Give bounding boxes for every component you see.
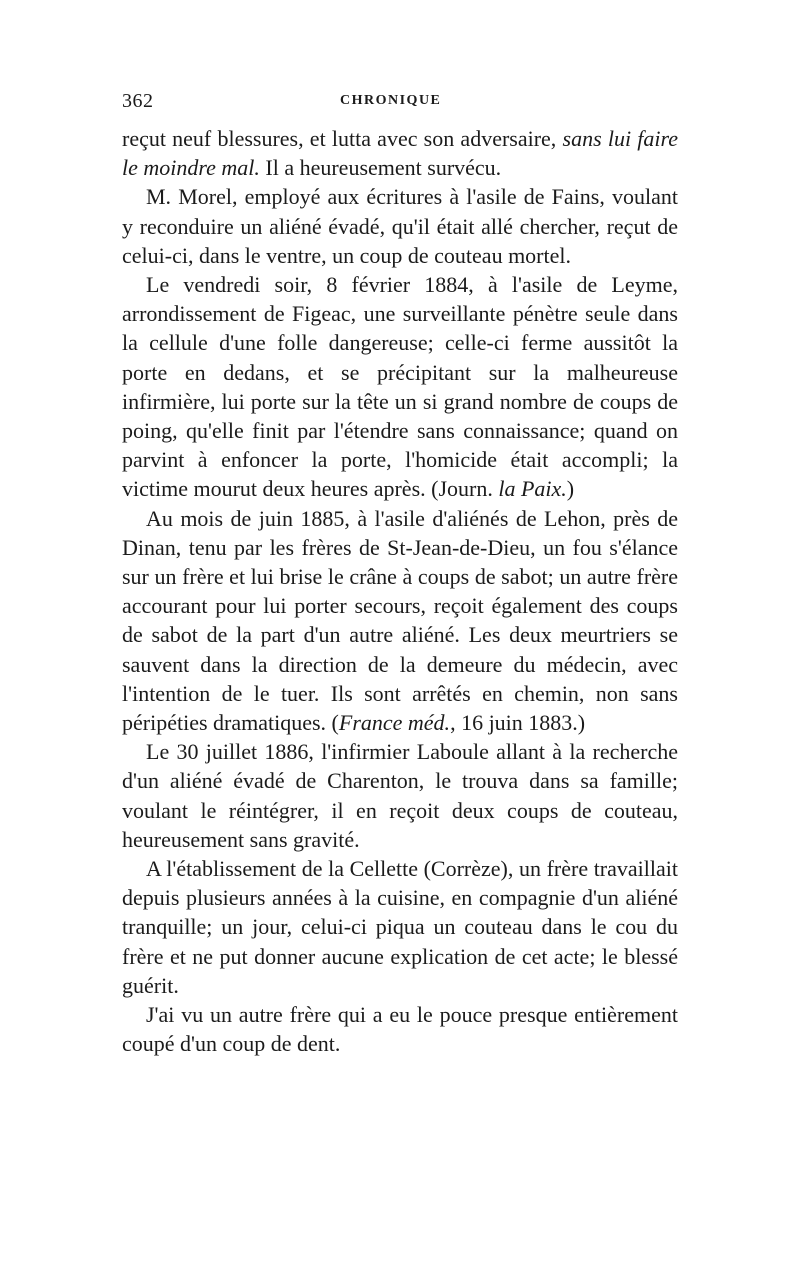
text-segment: Le vendredi soir, 8 février 1884, à l'asile de Leyme, arrondissement de Figeac, une surveillante pénètre seule dans la cellule d'une folle dangereuse; celle-ci ferme aussitôt la porte en dedans, et se précipitant sur la malheureuse infirmière, lui porte sur la tête un si grand nombre de coups de poing, qu'elle finit par l'étendre sans connaissance; quand on parvint à enfoncer la porte, l'homicide était accompli; la victime mourut deux heures après. (Journ.	[122, 272, 678, 502]
paragraph	[122, 737, 678, 854]
text-segment: )	[566, 476, 575, 502]
text-segment: A l'établissement de la Cellette (Corrèze), un frère travaillait depuis plusieurs années à la cuisine, en compagnie d'un aliéné tranquille; un jour, celui-ci piqua un couteau dans le cou du frère et ne put donner aucune explication de cet acte; le blessé guérit.	[122, 856, 678, 998]
paragraph	[122, 182, 678, 270]
text-segment: Au mois de juin 1885, à l'asile d'aliénés de Lehon, près de Dinan, tenu par les frères de St-Jean-de-Dieu, un fou s'élance sur un frère et lui brise le crâne à coups de sabot; un autre frère accourant pour lui porter secours, reçoit également des coups de sabot de la part d'un autre aliéné. Les deux meurtriers se sauvent dans la direction de la demeure du médecin, avec l'intention de le tuer. Ils sont arrêtés en chemin, non sans péripéties dramatiques. (	[122, 505, 678, 736]
paragraph	[122, 124, 678, 182]
running-title: CHRONIQUE	[340, 93, 442, 108]
text-segment: , 16 juin 1883.)	[450, 710, 586, 736]
paragraph	[122, 270, 678, 504]
paragraph	[122, 854, 678, 1000]
page-number: 362	[122, 90, 154, 112]
text-segment: Le 30 juillet 1886, l'infirmier Laboule allant à la recherche d'un aliéné évadé de Charenton, le trouva dans sa famille; voulant le réintégrer, il en reçoit deux coups de couteau, heureusement sans gravité.	[122, 739, 678, 852]
paragraph	[122, 1000, 678, 1058]
italic-text-segment: la Paix.	[498, 476, 567, 502]
text-segment: reçut neuf blessures, et lutta avec son adversaire,	[122, 126, 563, 151]
body-text	[122, 124, 678, 1059]
text-segment: J'ai vu un autre frère qui a eu le pouce presque entièrement coupé d'un coup de dent.	[122, 1002, 678, 1057]
italic-text-segment: sans lui faire le moindre mal.	[122, 126, 678, 181]
text-segment: M. Morel, employé aux écritures à l'asile de Fains, voulant y reconduire un aliéné évadé, qu'il était allé chercher, reçut de celui-ci, dans le ventre, un coup de couteau mortel.	[122, 184, 678, 268]
running-head	[122, 90, 682, 116]
italic-text-segment: France méd.	[338, 710, 451, 736]
text-segment: Il a heureusement survécu.	[259, 155, 502, 181]
paragraph	[122, 504, 678, 738]
